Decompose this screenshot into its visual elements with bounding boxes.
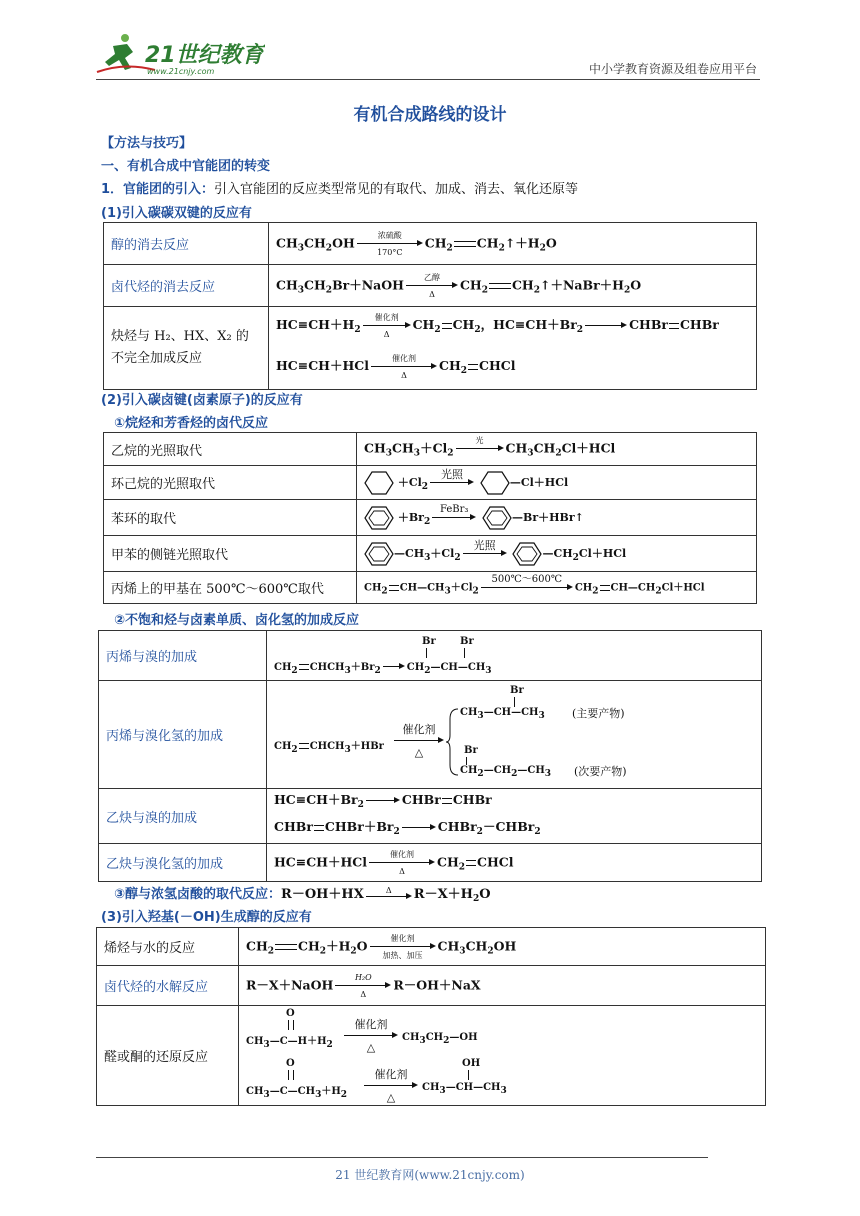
method-label: 【方法与技巧】 [101,136,193,151]
row-label: 甲苯的侧链光照取代 [104,536,357,572]
table-row [99,681,762,789]
row-equation: $HC\equiv CH+H_2$ 催化剂 Δ $CH_2$ $CH_2$，$HC\equiv CH+Br_2$ CHBr CHBr HC≡CH＋HCl 催化剂 Δ $CH_2$ CHCl [269,307,757,390]
row-label: 卤代烃的水解反应 [97,966,239,1006]
row-equation: R－X＋NaOH $\frac{\text{H₂O}}{\Delta}$ R－OH＋NaX [239,966,766,1006]
table-hydroxyl [96,927,766,1106]
row-label: 醛或酮的还原反应 [97,1006,239,1106]
footer-divider [96,1157,708,1158]
row-label: 乙炔与溴化氢的加成 [99,844,267,882]
table-row [104,265,757,307]
cyclohexane-ring [480,470,510,496]
svg-text:21世纪教育: 21世纪教育 [145,43,264,68]
page-title: 有机合成路线的设计 [353,105,507,125]
subheading-3: (3)引入羟基(－OH)生成醇的反应有 [101,910,312,925]
table-row [99,789,762,844]
section-heading-1: 一、有机合成中官能团的转变 [101,159,271,174]
table-row [97,1006,766,1106]
table-row [104,466,757,500]
row-equation: $CH_2$ $CH_2+H_2O$ 催化剂 加热、加压 $CH_3CH_2OH$ [239,928,766,966]
row-label: 乙炔与溴的加成 [99,789,267,844]
table-row [104,307,757,390]
row-label: 环己烷的光照取代 [104,466,357,500]
table-row [104,223,757,265]
row-label: 炔烃与 H₂、HX、X₂ 的不完全加成反应 [104,307,269,390]
row-equation: $HC\equiv CH+Br_2$ CHBr CHBr CHBr $CHBr+Br_2$ CHBr$_2$－CHBr$_2$ [267,789,762,844]
row-equation: $CH_3CH_2Br+NaOH$ 乙醇 Δ $CH_2$ $CH_2↑+NaBr+H_2O$ [269,265,757,307]
row-label: 丙烯上的甲基在 500℃～600℃取代 [104,572,357,604]
row-equation: $CH_3CH_2OH$ 浓硫酸 170°C $CH_2$ $CH_2↑+H_2O$ [269,223,757,265]
site-logo [95,32,265,80]
row-equation: $CH_3CH_3+Cl_2$ 光 $CH_3CH_2Cl+HCl$ [357,433,757,466]
table-row [104,433,757,466]
subheading-2b: ②不饱和烃与卤素单质、卤化氢的加成反应 [114,613,360,628]
row-equation: $—CH_3+Cl_2$ 光照 $—CH_2Cl+HCl$ [357,536,757,572]
table-row [99,631,762,681]
row-label: 丙烯与溴化氢的加成 [99,681,267,789]
branch-brace [446,707,460,777]
table-row [99,844,762,882]
row-equation: HC≡CH＋HCl 催化剂 Δ $CH_2$ CHCl [267,844,762,882]
table-addition [98,630,762,882]
table-halogenation [103,432,757,604]
row-equation: $+Cl_2$ 光照 —Cl＋HCl [357,466,757,500]
row-equation: Br Br CH2 CHCH3＋Br2 CH2—CH—CH3 [267,631,762,681]
table-row [104,536,757,572]
alcohol-substitution-line: ③醇与浓氢卤酸的取代反应：R－OH＋HX Δ $R-X+H_2O$ [114,885,491,904]
table-row [97,928,766,966]
intro-line: 1．官能团的引入：引入官能团的反应类型常见的有取代、加成、消去、氧化还原等 [101,182,579,197]
svg-text:www.21cnjy.com: www.21cnjy.com [147,67,215,76]
subheading-2a: ①烷烃和芳香烃的卤代反应 [114,416,269,431]
row-equation: CH2 CHCH3＋HBr 催化剂 △ Br CH3—CH—CH3 (主要产物) Br CH2—CH2—CH3 (次要产物) [267,681,762,789]
row-equation: $+Br_2$ FeBr₃ —Br＋HBr↑ [357,500,757,536]
table-row [104,572,757,604]
row-label: 烯烃与水的反应 [97,928,239,966]
cyclohexane-ring [364,470,394,496]
benzene-ring [482,505,512,531]
table-double-bond [103,222,757,390]
row-label: 乙烷的光照取代 [104,433,357,466]
row-label: 醇的消去反应 [104,223,269,265]
header-platform-text: 中小学教育资源及组卷应用平台 [588,62,757,76]
row-label: 苯环的取代 [104,500,357,536]
header-divider [96,79,760,80]
row-equation: CH2 CH—CH3＋Cl2 500℃～600℃ CH2 CH—CH2Cl＋HCl [357,572,757,604]
row-label: 丙烯与溴的加成 [99,631,267,681]
benzene-ring [364,541,394,567]
row-label: 卤代烃的消去反应 [104,265,269,307]
subheading-1: (1)引入碳碳双键的反应有 [101,206,252,221]
table-row [97,966,766,1006]
benzene-ring [364,505,394,531]
subheading-2: (2)引入碳卤键(卤素原子)的反应有 [101,393,303,408]
footer-text: 21 世纪教育网(www.21cnjy.com) [335,1168,525,1182]
table-row [104,500,757,536]
row-equation: O CH3—C—H＋H2 催化剂 △ CH3CH2—OH O CH3—C—CH3＋H2 催化剂 △ OH CH3—CH—CH3 [239,1006,766,1106]
benzene-ring [512,541,542,567]
